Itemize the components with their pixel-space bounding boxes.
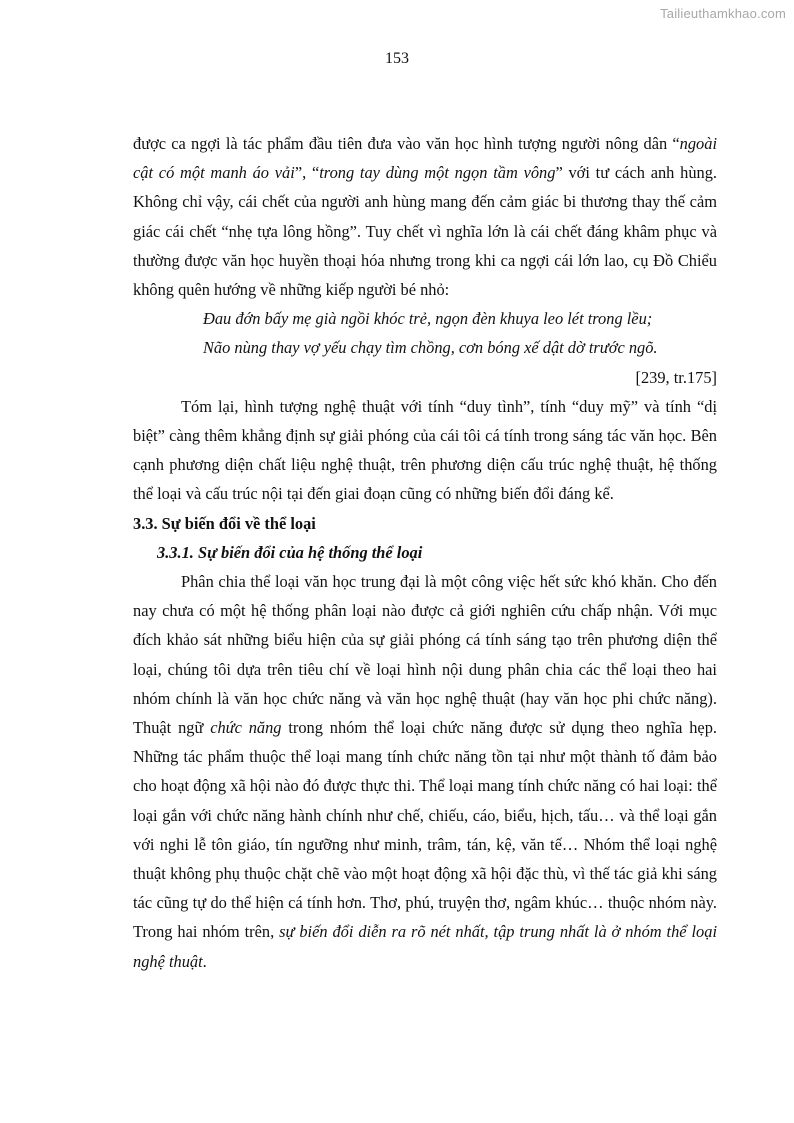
- watermark: Tailieuthamkhao.com: [660, 6, 786, 21]
- page-number: 153: [385, 50, 409, 67]
- paragraph-intro-text: được ca ngợi là tác phẩm đầu tiên đưa vào văn học hình tượng người nông dân “: [133, 134, 680, 153]
- paragraph-genre-text: Phân chia thể loại văn học trung đại là một công việc hết sức khó khăn. Cho đến nay chưa có một hệ thống phân loại nào được cả giới nghiên cứu chấp nhận. Với mục đích khảo sát những biểu hiện của sự giải phóng cá tính sáng tạo trên phương diện thể loại, chúng tôi dựa trên tiêu chí về loại hình nội dung phân chia các thể loại theo hai nhóm chính là văn học chức năng và văn học nghệ thuật (hay văn học phi chức năng). Thuật ngữ: [133, 572, 717, 738]
- quoted-phrase-tam-vong: trong tay dùng một ngọn tầm vông: [319, 163, 556, 183]
- paragraph-intro-text: ” với tư cách anh hùng. Không chỉ vậy, cái chết của người anh hùng mang đến cảm giác bi thương thay thế cảm giác cái chết “nhẹ tựa lông hồng”. Tuy chết vì nghĩa lớn là cái chết đáng khâm phục và thường được văn học huyền thoại hóa nhưng trong khi ca ngợi cái lớn lao, cụ Đồ Chiểu không quên hướng về những kiếp người bé nhỏ:: [133, 163, 718, 300]
- paragraph-genre-text: trong nhóm thể loại chức năng được sử dụng theo nghĩa hẹp. Những tác phẩm thuộc thể loại mang tính chức năng tồn tại như một thành tố đảm bảo cho hoạt động xã hội nào đó được thực thi. Thể loại mang tính chức năng có hai loại: thể loại gắn với chức năng hành chính như chế, chiếu, cáo, biểu, hịch, tấu… và thể loại gắn với nghi lễ tôn giáo, tín ngưỡng như minh, trâm, tán, kệ, văn tế… Nhóm thể loại nghệ thuật không phụ thuộc chặt chẽ vào một hoạt động xã hội đặc thù, vì thế tác giả khi sáng tác cũng tự do thể hiện cá tính hơn. Thơ, phú, truyện thơ, ngâm khúc… thuộc nhóm này. Trong hai nhóm trên,: [133, 718, 717, 942]
- verse-quote-line: Đau đớn bấy mẹ già ngồi khóc trẻ, ngọn đèn khuya leo lét trong lều;: [203, 309, 653, 329]
- section-heading: 3.3. Sự biến đổi về thể loại: [133, 513, 316, 533]
- emphasized-conclusion: sự biến đổi diễn ra rõ nét nhất, tập trung nhất là ở nhóm thể loại nghệ thuật: [133, 922, 718, 971]
- paragraph-summary: Tóm lại, hình tượng nghệ thuật với tính “duy tình”, tính “duy mỹ” và tính “dị biệt” càng thêm khẳng định sự giải phóng của cái tôi cá tính trong sáng tác văn học. Bên cạnh phương diện chất liệu nghệ thuật, trên phương diện cấu trúc nghệ thuật, hệ thống thể loại và cấu trúc nội tại đến giai đoạn cũng có những biến đổi đáng kể.: [133, 396, 717, 504]
- verse-quote-line: Não nùng thay vợ yếu chạy tìm chồng, cơn bóng xế dật dờ trước ngõ.: [203, 338, 658, 358]
- paragraph-genre-text: .: [202, 951, 207, 971]
- term-chuc-nang: chức năng: [210, 718, 282, 738]
- citation: [239, tr.175]: [635, 367, 717, 387]
- quoted-phrase-ao-vai: ngoài cật có một manh áo vải: [133, 134, 717, 183]
- paragraph-intro: [133, 129, 717, 304]
- paragraph-genre-classification: [133, 567, 717, 976]
- document-body: [133, 129, 717, 976]
- subsection-heading: 3.3.1. Sự biến đổi của hệ thống thể loại: [157, 542, 423, 562]
- paragraph-intro-text: ”, “: [294, 163, 320, 183]
